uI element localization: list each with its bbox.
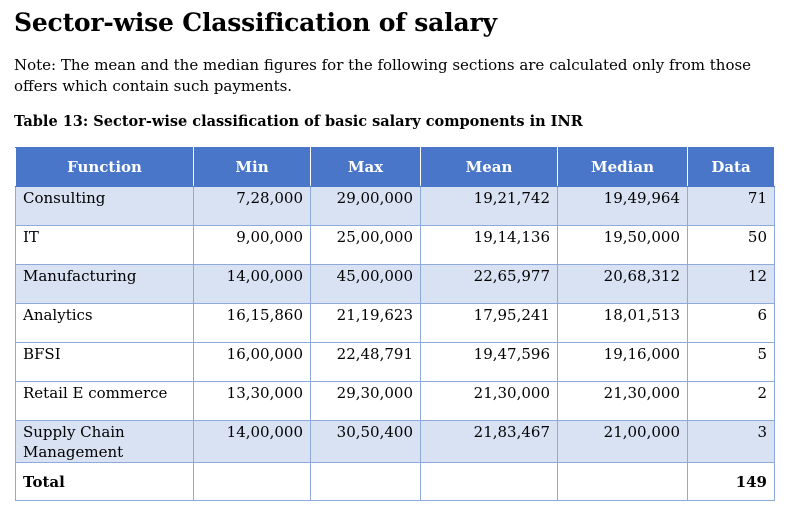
table-row-it xyxy=(16,226,775,265)
total-data: 149 xyxy=(688,463,775,501)
cell-function: BFSI xyxy=(16,343,194,382)
table-row-total xyxy=(16,463,775,501)
cell-data: 3 xyxy=(688,421,775,463)
cell-data: 5 xyxy=(688,343,775,382)
cell-max: 25,00,000 xyxy=(311,226,421,265)
cell-data: 6 xyxy=(688,304,775,343)
header-mean: Mean xyxy=(421,148,558,187)
cell-function: Consulting xyxy=(16,187,194,226)
header-data: Data xyxy=(688,148,775,187)
header-min: Min xyxy=(194,148,311,187)
cell-median: 21,30,000 xyxy=(558,382,688,421)
cell-min: 9,00,000 xyxy=(194,226,311,265)
cell-function: Manufacturing xyxy=(16,265,194,304)
cell-data: 2 xyxy=(688,382,775,421)
cell-min: 16,00,000 xyxy=(194,343,311,382)
total-empty-cell xyxy=(311,463,421,501)
cell-mean: 22,65,977 xyxy=(421,265,558,304)
cell-function: Retail E commerce xyxy=(16,382,194,421)
cell-max: 29,00,000 xyxy=(311,187,421,226)
cell-function: IT xyxy=(16,226,194,265)
cell-median: 19,49,964 xyxy=(558,187,688,226)
table-row-bfsi xyxy=(16,343,775,382)
cell-min: 14,00,000 xyxy=(194,265,311,304)
cell-max: 21,19,623 xyxy=(311,304,421,343)
salary-table xyxy=(15,147,775,501)
cell-median: 18,01,513 xyxy=(558,304,688,343)
total-empty-cell xyxy=(421,463,558,501)
cell-min: 14,00,000 xyxy=(194,421,311,463)
cell-median: 19,50,000 xyxy=(558,226,688,265)
table-caption: Table 13: Sector-wise classification of basic salary components in INR xyxy=(14,113,583,130)
cell-median: 21,00,000 xyxy=(558,421,688,463)
cell-median: 20,68,312 xyxy=(558,265,688,304)
note-text: Note: The mean and the median figures for the following sections are calculated only from those offers which contain such payments. xyxy=(14,56,752,95)
cell-min: 16,15,860 xyxy=(194,304,311,343)
table-row-retail-e-commerce xyxy=(16,382,775,421)
cell-mean: 19,14,136 xyxy=(421,226,558,265)
cell-mean: 19,47,596 xyxy=(421,343,558,382)
cell-min: 7,28,000 xyxy=(194,187,311,226)
header-median: Median xyxy=(558,148,688,187)
table-row-analytics xyxy=(16,304,775,343)
cell-function: Analytics xyxy=(16,304,194,343)
cell-mean: 21,83,467 xyxy=(421,421,558,463)
total-empty-cell xyxy=(558,463,688,501)
cell-median: 19,16,000 xyxy=(558,343,688,382)
cell-mean: 21,30,000 xyxy=(421,382,558,421)
cell-mean: 19,21,742 xyxy=(421,187,558,226)
table-row-manufacturing xyxy=(16,265,775,304)
header-max: Max xyxy=(311,148,421,187)
total-empty-cell xyxy=(194,463,311,501)
page-heading: Sector-wise Classification of salary xyxy=(14,8,497,37)
cell-max: 45,00,000 xyxy=(311,265,421,304)
cell-min: 13,30,000 xyxy=(194,382,311,421)
total-label: Total xyxy=(16,463,194,501)
cell-max: 29,30,000 xyxy=(311,382,421,421)
cell-max: 22,48,791 xyxy=(311,343,421,382)
cell-data: 50 xyxy=(688,226,775,265)
table-row-consulting xyxy=(16,187,775,226)
cell-mean: 17,95,241 xyxy=(421,304,558,343)
cell-data: 71 xyxy=(688,187,775,226)
table-row-supply-chain-management xyxy=(16,421,775,463)
header-function: Function xyxy=(16,148,194,187)
cell-data: 12 xyxy=(688,265,775,304)
table-header-row xyxy=(16,148,775,187)
cell-function: Supply Chain Management xyxy=(16,421,194,463)
cell-max: 30,50,400 xyxy=(311,421,421,463)
